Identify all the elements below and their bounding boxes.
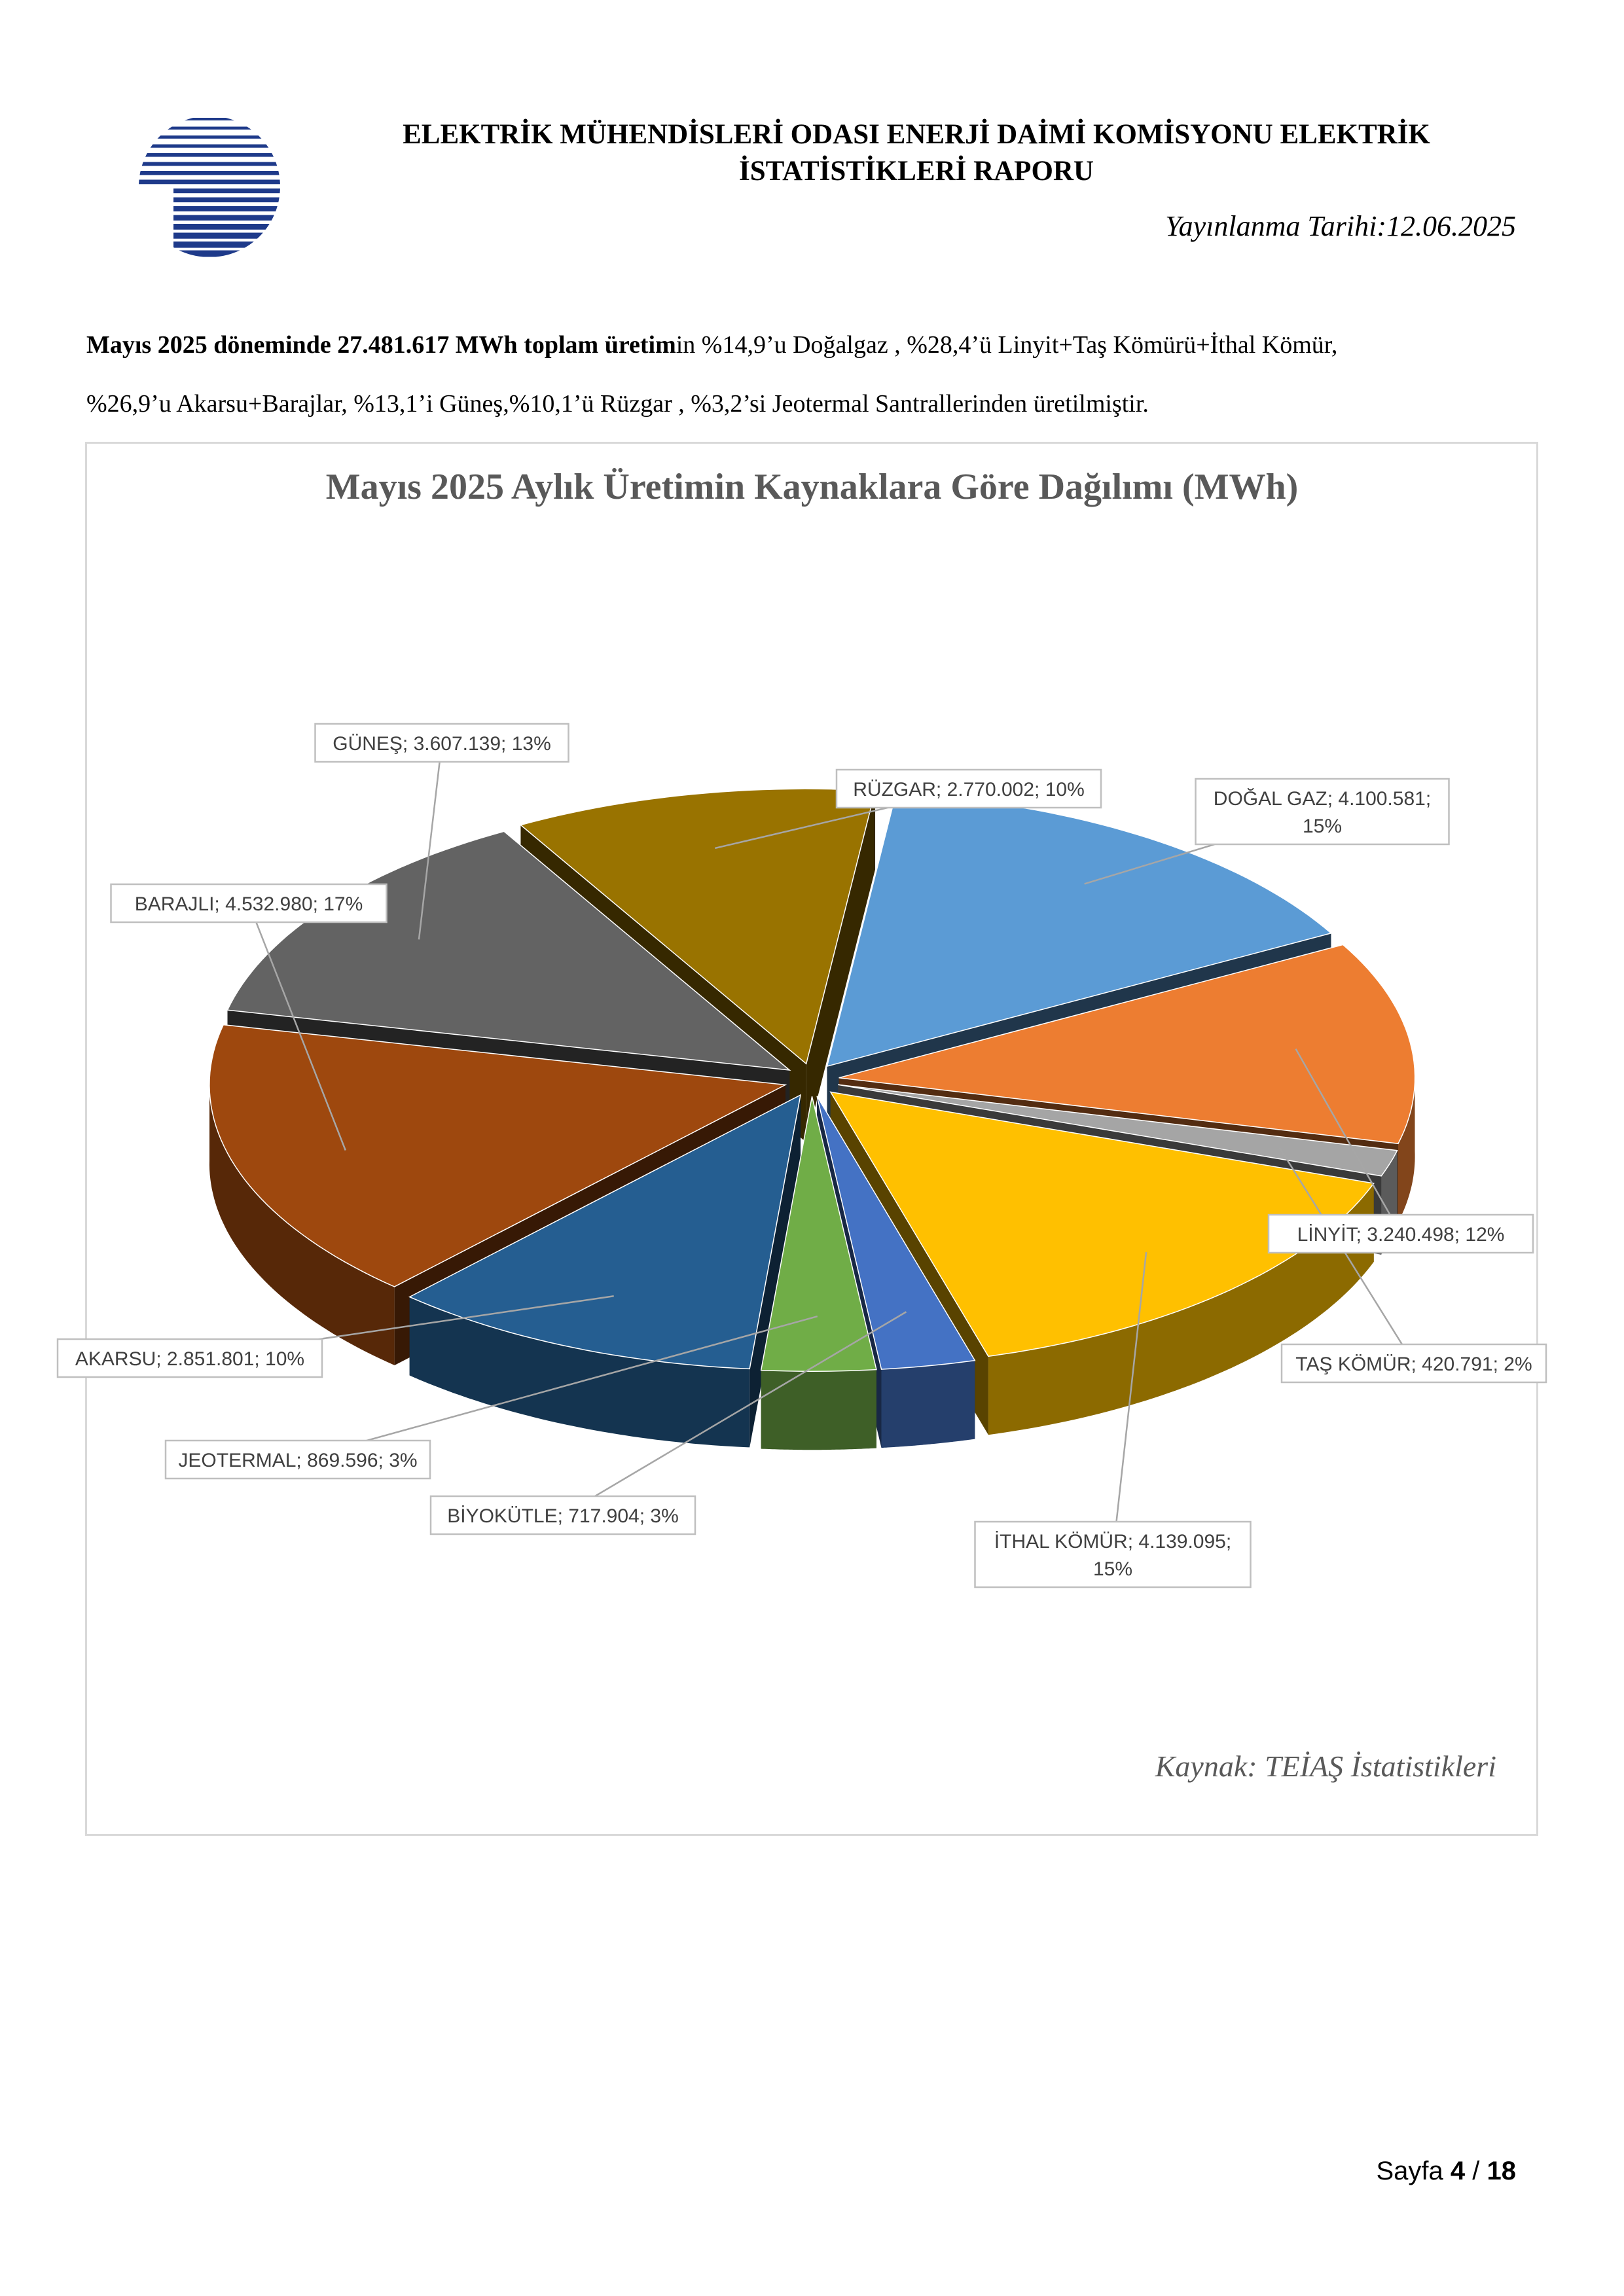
data-label: 15% — [1092, 1558, 1133, 1580]
report-title-line1: ELEKTRİK MÜHENDİSLERİ ODASI ENERJİ DAİMİ KOMİSYONU ELEKTRİK — [403, 119, 1430, 150]
page-sep: / — [1465, 2157, 1487, 2185]
pie-slice-side — [761, 1370, 876, 1450]
data-label: LİNYİT; 3.240.498; 12% — [1297, 1224, 1505, 1246]
data-label: DOĞAL GAZ; 4.100.581; — [1213, 788, 1432, 810]
publish-date: Yayınlanma Tarihi:12.06.2025 — [1165, 210, 1516, 242]
data-label: JEOTERMAL; 869.596; 3% — [178, 1450, 418, 1471]
page-number — [1377, 2157, 1517, 2186]
data-label: AKARSU; 2.851.801; 10% — [75, 1348, 305, 1370]
data-label: BİYOKÜTLE; 717.904; 3% — [447, 1505, 679, 1527]
data-label: BARAJLI; 4.532.980; 17% — [134, 893, 363, 915]
chart-title: Mayıs 2025 Aylık Üretimin Kaynaklara Göre Dağılımı (MWh) — [325, 467, 1299, 507]
data-label: TAŞ KÖMÜR; 420.791; 2% — [1295, 1354, 1532, 1375]
data-label: GÜNEŞ; 3.607.139; 13% — [333, 733, 551, 755]
summary-rest: in %14,9’u Doğalgaz , %28,4’ü Linyit+Taş Kömürü+İthal Kömür, — [676, 331, 1338, 359]
summary-bold: Mayıs 2025 döneminde 27.481.617 MWh toplam üretim — [86, 331, 676, 359]
chart-source: Kaynak: TEİAŞ İstatistikleri — [1155, 1749, 1496, 1783]
page-current: 4 — [1450, 2157, 1466, 2185]
page-total: 18 — [1487, 2157, 1516, 2185]
summary-line2: %26,9’u Akarsu+Barajlar, %13,1’i Güneş,%10,1’ü Rüzgar , %3,2’si Jeotermal Santrallerinden üretilmiştir. — [86, 390, 1149, 418]
pie-slice-side — [882, 1361, 975, 1448]
page-prefix: Sayfa — [1376, 2157, 1451, 2185]
data-label: İTHAL KÖMÜR; 4.139.095; — [994, 1531, 1232, 1552]
report-title-line2: İSTATİSTİKLERİ RAPORU — [738, 156, 1094, 187]
data-label: 15% — [1302, 816, 1343, 837]
data-label: RÜZGAR; 2.770.002; 10% — [853, 779, 1085, 800]
